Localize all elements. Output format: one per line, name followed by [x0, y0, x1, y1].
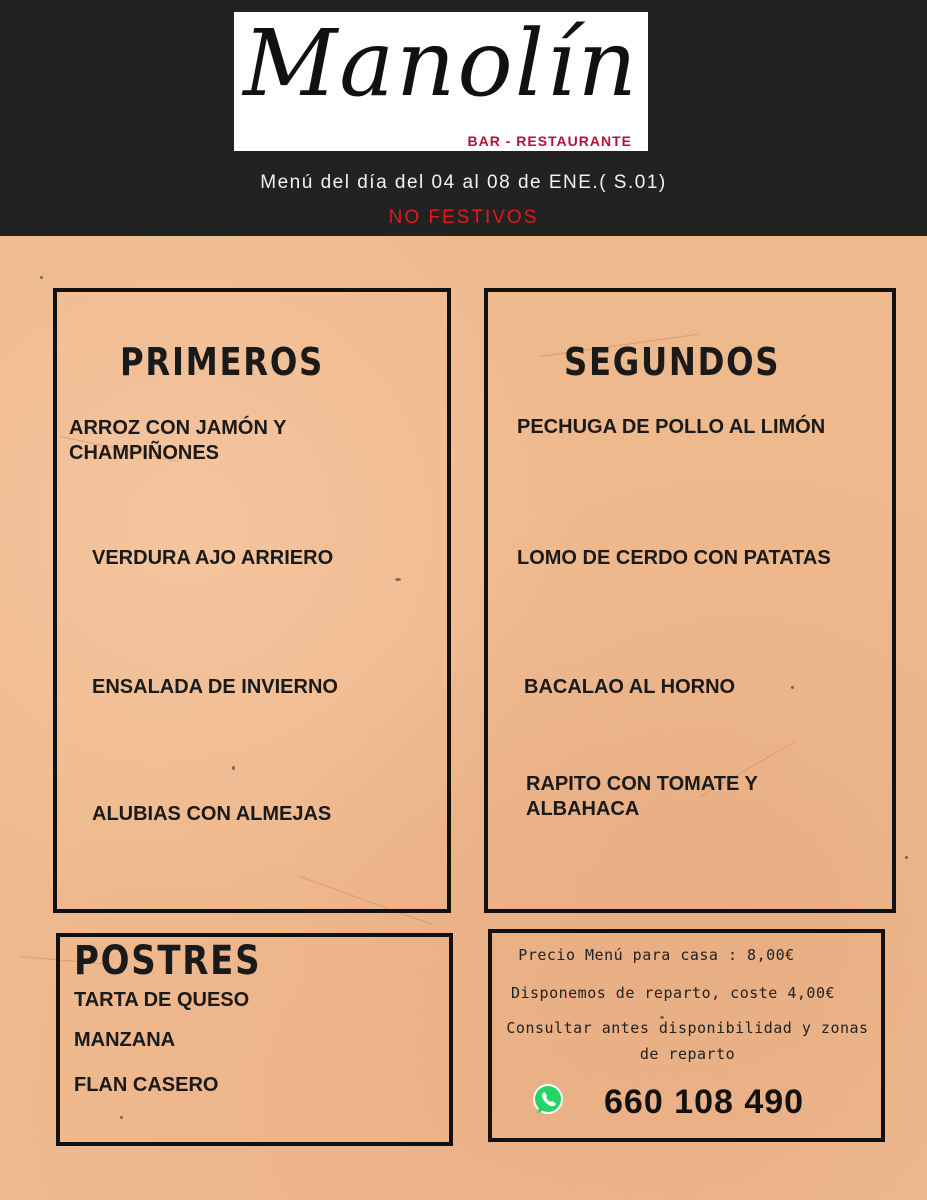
menu-date-title: Menú del día del 04 al 08 de ENE.( S.01) — [260, 172, 667, 193]
primeros-item: ARROZ CON JAMÓN Y — [69, 417, 287, 439]
segundos-heading: SEGUNDOS — [564, 340, 781, 384]
segundos-item: PECHUGA DE POLLO AL LIMÓN — [517, 416, 826, 438]
paper-fleck — [40, 276, 43, 279]
logo-subtitle: BAR - RESTAURANTE — [467, 133, 632, 149]
postres-item: TARTA DE QUESO — [74, 989, 250, 1011]
postres-item: FLAN CASERO — [74, 1074, 219, 1096]
price-text: Precio Menú para casa : 8,00€ — [518, 946, 795, 964]
primeros-heading: PRIMEROS — [120, 340, 324, 384]
postres-heading: POSTRES — [74, 938, 262, 984]
availability-text: Consultar antes disponibilidad y zonas — [506, 1019, 869, 1037]
restaurant-logo — [234, 12, 648, 151]
header-bar — [0, 0, 927, 236]
primeros-item: VERDURA AJO ARRIERO — [92, 547, 334, 569]
logo-name: Manolín — [243, 10, 639, 117]
segundos-item: RAPITO CON TOMATE Y — [526, 773, 758, 795]
no-festivos-notice: NO FESTIVOS — [388, 207, 539, 228]
primeros-item: CHAMPIÑONES — [69, 442, 220, 464]
paper-fleck — [905, 856, 908, 859]
segundos-item: LOMO DE CERDO CON PATATAS — [517, 547, 831, 569]
segundos-item: BACALAO AL HORNO — [524, 676, 736, 698]
whatsapp-icon[interactable] — [530, 1082, 566, 1118]
primeros-item: ENSALADA DE INVIERNO — [92, 676, 338, 698]
delivery-text: Disponemos de reparto, coste 4,00€ — [510, 984, 836, 1002]
postres-item: MANZANA — [74, 1029, 176, 1051]
availability-text: de reparto — [639, 1045, 736, 1063]
primeros-item: ALUBIAS CON ALMEJAS — [92, 803, 332, 825]
segundos-item: ALBAHACA — [526, 798, 640, 820]
phone-number[interactable]: 660 108 490 — [604, 1083, 805, 1121]
